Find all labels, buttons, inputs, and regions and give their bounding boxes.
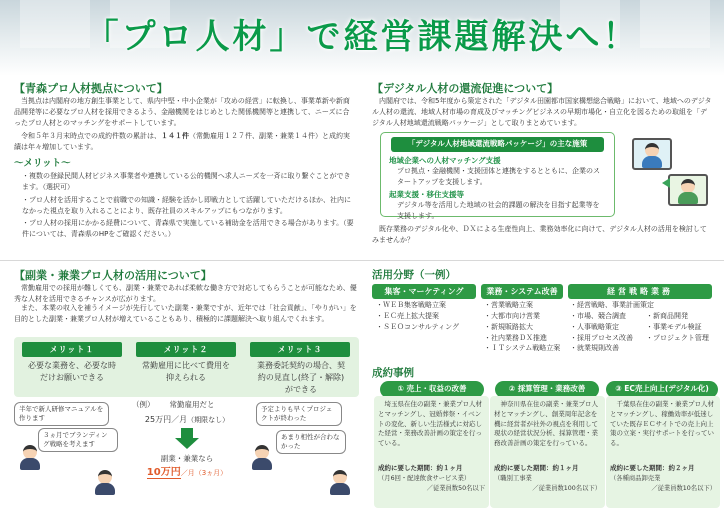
package-item-title: 起業支援・移住支援等 [389, 189, 464, 199]
case-2-text: 神奈川県在住の副業・兼業プロ人材とマッチングし、創業周年記念を機に経営者が社外の視点を利用して現状の経営状況分析、採算管理・業務改善計画の策定を行っている。 [494, 400, 598, 447]
case-3-emp: ／従業員数10名以下） [651, 485, 716, 492]
side-p1: 常勤雇用での採用が難しくても、副業・兼業であれば柔軟な働き方で対応してもらうことが可能なため、優秀な人材を活用できるチャンスが広がります。 [14, 284, 357, 303]
package-box [380, 132, 615, 221]
arrow-down-icon [181, 428, 193, 438]
field-item: ・ 人事戦略策定 [570, 322, 646, 333]
record-post: （常勤雇用１２７件、副業・兼業１４件）と成約実績は年々増加しています。 [14, 132, 350, 151]
fields-heading: 活用分野（一例） [372, 269, 456, 281]
side-p2: また、本業の収入を補うイメージが先行していた副業・兼業ですが、近年では「社会貢献」、「やりがい」を目的とした副業・兼業プロ人材が増えていることもあり、積極的に課題解決へ取り組んでくれます。 [14, 304, 357, 323]
merit-3-text: 業務委託契約の場合、契約の見直し(終了・解除)ができる [257, 361, 345, 394]
example-full-amount [132, 414, 242, 426]
full-amount: 25万円／月 [144, 415, 188, 424]
merit-item: ・ プロ人材を活用することで前職での知識・経験を活かし即戦力として活躍していただけるほか、社内になかった視点を取り入れることにより、既存社員のスキルアップにもつながります。 [22, 195, 354, 217]
case-3-title: ③ EC売上向上(デジタル化) [606, 381, 718, 398]
speech-bubble: あまり相性が合わなかった [276, 430, 346, 454]
field-item: ・ ＳＥＯコンサルティング [376, 322, 480, 333]
side-heading: 【副業・兼業プロ人材の活用について】 [14, 269, 212, 282]
field-col-2-list [484, 300, 566, 354]
digital-heading: 【デジタル人材の還流促進について】 [372, 82, 559, 95]
field-item: ・ 採用プロセス改善 [570, 333, 646, 344]
case-2-emp: ／従業員数100名以下） [532, 485, 601, 492]
speech-bubble: 予定よりも早くプロジェクトが終わった [256, 402, 342, 426]
example-label: （例） [132, 400, 155, 409]
aomori-heading: 【青森プロ人材拠点について】 [14, 82, 168, 95]
merit-1-label: メリット１ [22, 342, 122, 357]
field-item: ・ 新規販路拡大 [484, 322, 566, 333]
field-item: ・ 事業モデル検証 [646, 322, 716, 333]
field-item: ・ ＥＣ売上拡大提案 [376, 311, 480, 322]
package-item-title: 地域企業への人材マッチング支援 [389, 155, 501, 165]
case-1-emp: ／従業員数50名以下 [426, 485, 485, 492]
field-item: ・ 就業規則改善 [570, 343, 646, 354]
case-2-title: ② 採算管理・業務改善 [495, 381, 599, 398]
record-count: １４１件 [161, 132, 189, 140]
field-item: ・ ＷＥＢ集客戦略立案 [376, 300, 480, 311]
digital-closing: 既存業務のデジタル化や、ＤＸによる生産性向上、業務効率化に向けて、デジタル人材の活用を検討してみませんか？ [372, 225, 707, 244]
field-item: ・ 市場、競合調査 [570, 311, 646, 322]
field-col-2-title: 業務・システム改善 [481, 284, 563, 299]
speech-bubble: ３ヵ月でブランディング戦略を考えます [38, 428, 118, 452]
case-1-text: 埼玉県在住の副業・兼業プロ人材とマッチングし、冠婚葬祭・イベントの変化、新しい生活様式に対応した経営・業務改善計画の策定を行っている。 [378, 400, 482, 447]
field-item: ・ プロジェクト管理 [646, 333, 716, 344]
full-note: （期限なし） [187, 416, 230, 424]
merit-item: ・ 複数の登録民間人材ビジネス事業者や連携している公的機関へ求人ニーズを一斉に取り繋ぐことができます。（選択可） [22, 171, 354, 193]
merit-2-text: 常勤雇用に比べて費用を抑えられる [142, 361, 230, 382]
side-unit: ／月 [180, 469, 195, 477]
record-pre: 令和５年３月末時点での成約件数の累計は、 [21, 132, 161, 140]
merit-2-label: メリット２ [136, 342, 236, 357]
package-item-text: デジタル等を活用した地域の社会的課題の解決を目指す起業等を支援します。 [397, 201, 600, 221]
field-item: ・ 新商品開発 [646, 311, 716, 322]
case-2-cond: （職別工事業 [494, 475, 532, 482]
merit-item: ・ プロ人材の採用にかかる経費について、青森県で実施している補助金を活用できる場合があります。（要件については、青森県のHPをご確認ください。） [22, 218, 354, 240]
section-divider [0, 260, 724, 261]
case-3-term: 成約に要した期間：約２ヶ月 [610, 464, 695, 472]
field-item: ・ ＩＴシステム戦略立案 [484, 343, 566, 354]
package-items [381, 156, 614, 222]
page-title: 「プロ人材」で経営課題解決へ！ [84, 17, 640, 57]
package-title: 「デジタル人材地域還流戦略パッケージ」の主な施策 [391, 137, 604, 152]
side-note: （3ヵ月） [194, 469, 228, 477]
field-item: ・ 経営戦略、事業計画策定 [570, 300, 646, 311]
example-full: 常勤雇用だと [169, 400, 215, 409]
case-1-term: 成約に要した期間：約１ヶ月 [378, 464, 463, 472]
field-item: ・ 営業戦略立案 [484, 300, 566, 311]
merit-title: ～メリット～ [14, 158, 71, 169]
case-1-title: ① 売上・収益の改善 [380, 381, 484, 398]
field-col-3-title: 経営戦略業務 [568, 284, 712, 299]
aomori-intro: 当拠点は内閣府の地方創生事業として、県内中堅・中小企業が「攻めの経営」に転換し、事業革新や新商品開発等に必要なプロ人材を採用できるよう、金融機関をはじめとした関係機関等と連携して、ニーズに合ったプロ人材とのマッチングをサポートしています。 [14, 97, 350, 127]
merit-1-text: 必要な業務を、必要な時だけお願いできる [28, 361, 116, 382]
side-amount: 10万円 [146, 467, 181, 478]
case-1-cond: （月6回・配達飲食サービス業） [378, 475, 471, 482]
remote-workers-illustration [628, 138, 712, 218]
example-side-amount [132, 466, 242, 480]
field-item: ・ 社内業務ＤＸ推進 [484, 333, 566, 344]
field-col-1-title: 集客・マーケティング [372, 284, 476, 299]
digital-intro: 内閣府では、令和5年度から策定された「デジタル田園都市国家構想総合戦略」において、地域へのデジタル人材の還流、地域人材市場の育成及びマッチングビジネスの早期市場化・自立化を図るための取組を「デジタル人材地域還流戦略パッケージ」として取りまとめています。 [372, 97, 712, 127]
aomori-merit-list [22, 171, 354, 240]
field-col-3a-list [570, 300, 654, 354]
package-item-text: プロ拠点・金融機関・支援団体と連携をするとともに、企業のスタートアップを支援します。 [397, 167, 600, 186]
field-item: ・ 大都市向け営業 [484, 311, 566, 322]
field-col-1-list [376, 300, 480, 333]
case-2-term: 成約に要した期間：約１ヶ月 [494, 464, 579, 472]
aomori-record [14, 131, 354, 153]
case-3-text: 千葉県在住の副業・兼業プロ人材とマッチングし、稼働効率が低迷していた既存ＥＣサイトでの売上向上策の立案・実行サポートを行っている。 [610, 400, 714, 447]
arrow-head [175, 438, 199, 449]
case-3-cond: （各種商品卸売業 [610, 475, 661, 482]
example-side: 副業・兼業なら [160, 454, 214, 463]
speech-bubble: 半年で新人研修マニュアルを作ります [14, 402, 109, 426]
cases-heading: 成約事例 [372, 367, 414, 379]
field-col-3b-list [646, 311, 716, 344]
merit-3-label: メリット３ [250, 342, 350, 357]
